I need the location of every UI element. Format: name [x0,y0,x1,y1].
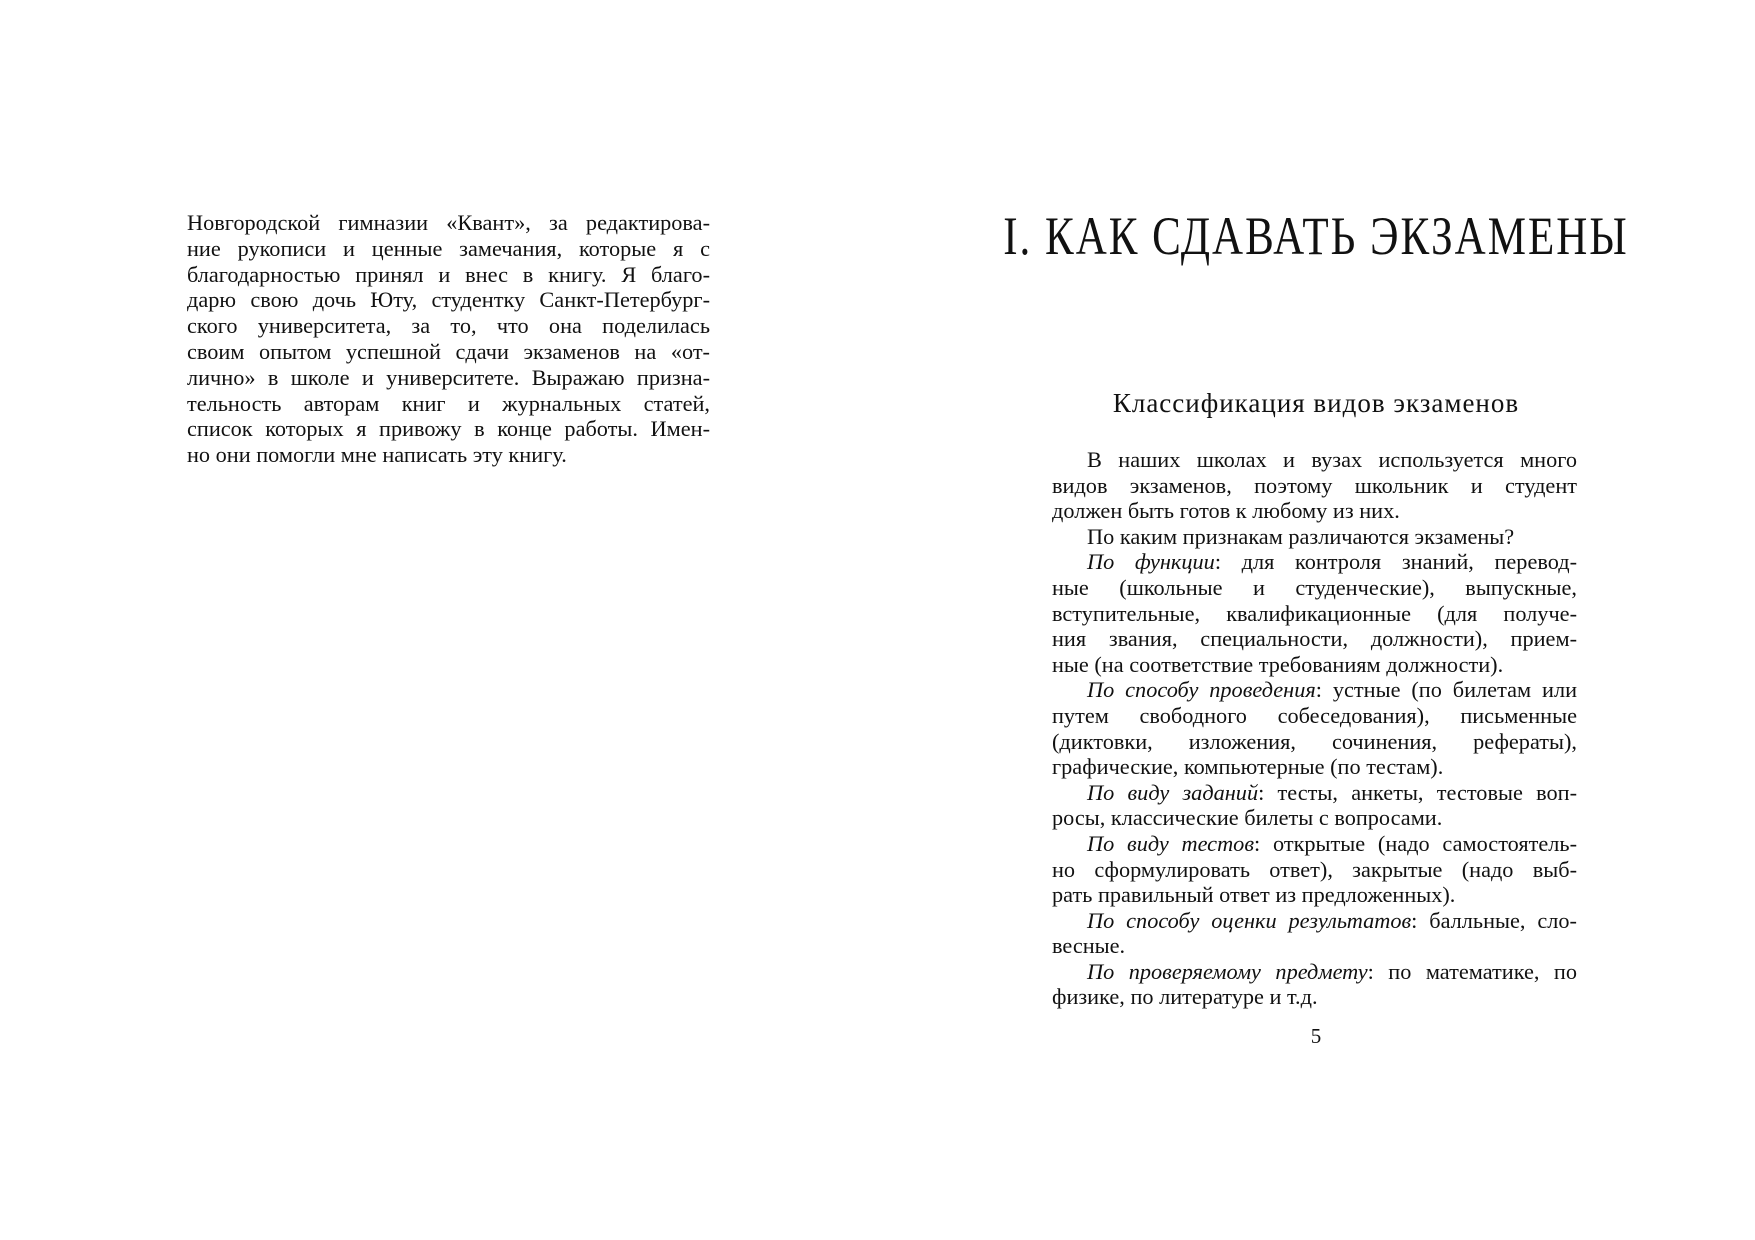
text-line: своим опытом успешной сдачи экзаменов на «от- [187,338,710,364]
category-term: По способу проведения [1087,677,1316,703]
text-line: ния звания, специальности, должности), прием- [1052,626,1577,652]
text-line: графические, компьютерные (по тестам). [1052,754,1444,780]
text-line: (диктовки, изложения, сочинения, рефераты), [1052,728,1577,754]
text-line: По каким признакам различаются экзамены? [1087,523,1515,549]
category-term: По проверяемому предмету [1087,958,1368,984]
page-number: 5 [1310,1024,1322,1048]
left-page [0,0,877,1240]
text-line: росы, классические билеты с вопросами. [1052,805,1443,831]
category-term: По виду тестов [1087,830,1255,856]
text-line: но сформулировать ответ), закрытые (надо выб- [1052,856,1577,882]
text-line: рать правильный ответ из предложенных). [1052,882,1456,908]
text-line: В наших школах и вузах используется много [1087,447,1577,472]
text-line: физике, по литературе и т.д. [1052,984,1318,1010]
text-line: ные (на соответствие требованиям должности). [1052,651,1504,677]
text-line: ные (школьные и студенческие), выпускные, [1052,574,1577,600]
text-line: весные. [1052,933,1126,959]
text-line: По проверяемому предмету: по математике, по [1087,958,1578,984]
text-line: видов экзаменов, поэтому школьник и студент [1052,472,1577,498]
text-line: По способу проведения: устные (по билетам или [1087,677,1577,703]
text-line: По виду заданий: тесты, анкеты, тестовые воп- [1087,779,1577,805]
text-line: Новгородской гимназии «Квант», за редактирова- [187,210,710,235]
right-page [877,0,1755,1240]
text-line: тельность авторам книг и журнальных статей, [187,390,710,416]
text-line: но они помогли мне написать эту книгу. [187,442,567,468]
category-term: По способу оценки результатов [1087,907,1412,933]
text-line: дарю свою дочь Юту, студентку Санкт-Петербург- [187,287,710,313]
text-line: путем свободного собеседования), письменные [1052,702,1577,728]
text-line: вступительные, квалификационные (для получе- [1052,600,1577,626]
category-term: По функции [1087,549,1215,575]
text-line: благодарностью принял и внес в книгу. Я благо- [187,261,710,287]
section-title: Классификация видов экзаменов [1112,388,1520,418]
text-line: По способу оценки результатов: балльные, сло- [1087,907,1577,933]
text-line: По функции: для контроля знаний, перевод- [1087,549,1577,575]
text-line: должен быть готов к любому из них. [1052,498,1400,524]
left-page-text [187,210,710,468]
text-line: ние рукописи и ценные замечания, которые я с [187,235,710,261]
chapter-title: I. КАК СДАВАТЬ ЭКЗАМЕНЫ [1003,207,1629,267]
right-page-text [1052,447,1577,1010]
text-line: список которых я привожу в конце работы. Имен- [187,416,710,442]
text-line: По виду тестов: открытые (надо самостоятель- [1087,830,1577,856]
category-term: По виду заданий [1087,779,1259,805]
text-line: ского университета, за то, что она поделилась [187,313,710,339]
text-line: лично» в школе и университете. Выражаю призна- [187,364,710,390]
